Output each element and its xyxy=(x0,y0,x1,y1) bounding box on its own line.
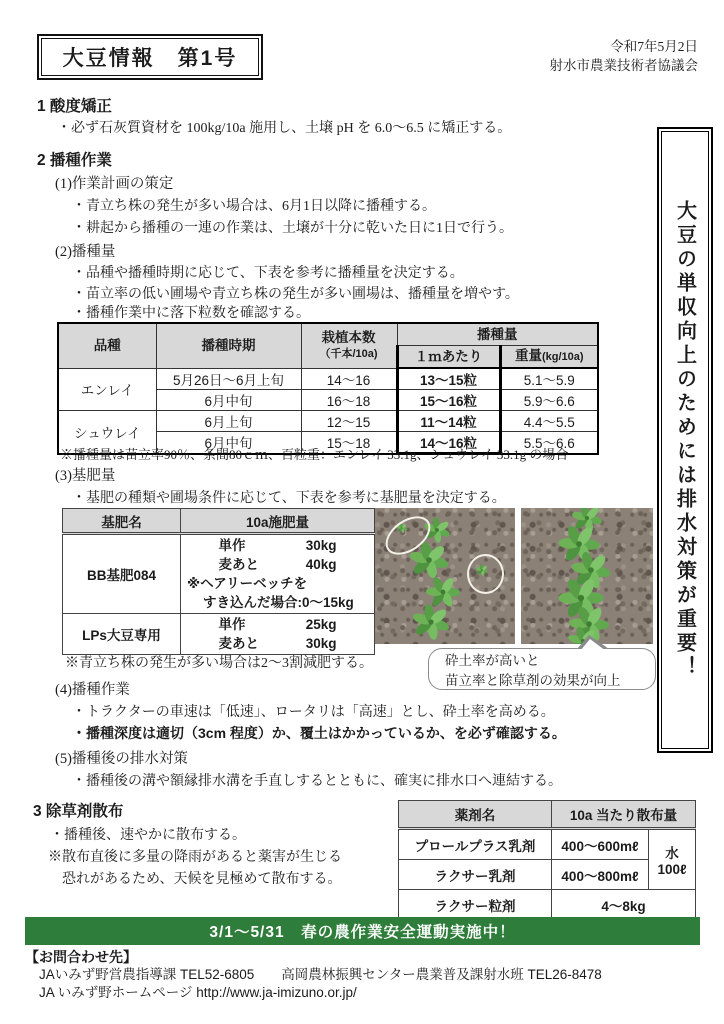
sub2-bullet-2: ・苗立率の低い圃場や青立ち株の発生が多い圃場は、播種量を増やす。 xyxy=(72,287,519,302)
safety-campaign-banner: 3/1～5/31 春の農作業安全運動実施中！ xyxy=(25,917,700,945)
fertilizer-table-header xyxy=(63,509,375,534)
sub1-bullet-2: ・耕起から播種の一連の作業は、土壌が十分に乾いた日に1日で行う。 xyxy=(72,221,513,236)
sub4-bullet-1: ・トラクターの車速は「低速」、ロータリは「高速」とし、砕土率を高める。 xyxy=(72,705,555,720)
section-1-heading: 1 酸度矯正 xyxy=(37,98,112,115)
col-period: 播種時期 xyxy=(156,323,301,368)
col-amount-group: 播種量 xyxy=(397,323,598,346)
callout-line-1: 砕土率が高いと xyxy=(445,653,540,668)
side-banner-inner xyxy=(661,131,709,749)
section-2-heading: 2 播種作業 xyxy=(37,152,112,169)
soybean-seedlings-photo-left xyxy=(375,508,515,644)
contact-heading: 【お問合わせ先】 xyxy=(25,949,137,965)
fertilizer-table xyxy=(62,508,375,655)
table-row: 6月中旬 15～18 14～16粒 5.5～6.6 xyxy=(58,432,598,454)
col-fert-name: 基肥名 xyxy=(63,509,181,534)
table-row: BB基肥084 単作 30kg 麦あと 40kg ※ヘアリーベッチを すき込んだ場合:0～15kg xyxy=(63,534,375,614)
sub3-heading: (3)基肥量 xyxy=(55,468,116,484)
sub1-heading: (1)作業計画の策定 xyxy=(55,176,174,192)
sub1-bullet-1: ・青立ち株の発生が多い場合は、6月1日以降に播種する。 xyxy=(72,199,436,214)
col-weight: 重量(kg/10a) xyxy=(500,346,598,369)
photo-callout-bubble xyxy=(428,648,656,690)
water-cell: 水 100ℓ xyxy=(649,829,696,890)
table-row: プロールプラス乳剤 400～600mℓ 水 100ℓ xyxy=(399,829,696,860)
col-variety: 品種 xyxy=(58,323,156,368)
herbicide-table-header xyxy=(399,801,696,829)
seeding-table xyxy=(57,322,599,455)
table-row: LPs大豆専用 単作 25kg 麦あと 30kg xyxy=(63,614,375,655)
side-banner-text: 大豆の単収向上のためには排水対策が重要！ xyxy=(673,200,696,680)
table-row: ラクサー粒剤 4～8kg xyxy=(399,890,696,920)
contact-line-2: JA いみず野ホームページ http://www.ja-imizuno.or.jp/ xyxy=(39,985,357,1000)
col-plants: 栽植本数 （千本/10a) xyxy=(301,323,397,368)
organization-name: 射水市農業技術者協議会 xyxy=(549,58,698,73)
fertilizer-note: ※青立ち株の発生が多い場合は2～3割減肥する。 xyxy=(65,656,373,671)
herbicide-table xyxy=(398,800,696,920)
col-fert-amount: 10a施肥量 xyxy=(181,509,375,534)
contact-footer xyxy=(25,948,602,1002)
soybean-seedlings-photo-right xyxy=(521,508,653,644)
side-banner-box xyxy=(657,127,713,753)
title-box xyxy=(37,34,263,80)
seedling-plants-illustration xyxy=(521,508,653,644)
sub5-heading: (5)播種後の排水対策 xyxy=(55,751,188,767)
sub5-bullet-1: ・播種後の溝や額縁排水溝を手直しするとともに、確実に排水口へ連結する。 xyxy=(72,774,562,789)
sub2-bullet-3: ・播種作業中に落下粒数を確認する。 xyxy=(72,306,310,321)
callout-line-2: 苗立率と除草剤の効果が向上 xyxy=(445,673,621,688)
section-3-bullet-2: ※散布直後に多量の降雨があると薬害が生じる xyxy=(48,850,342,865)
annotation-circle xyxy=(467,554,504,594)
issue-date: 令和7年5月2日 xyxy=(610,39,698,54)
section-1-bullet: ・必ず石灰質資材を 100kg/10a 施用し、土壌 pH を 6.0～6.5 に矯正する。 xyxy=(57,121,512,136)
sub2-heading: (2)播種量 xyxy=(55,244,116,260)
seeding-table-note: ※播種量は苗立率90％、条間80ｃｍ、百粒重：エンレイ 33.1g、シュウレイ 33.1g の場合 xyxy=(60,447,569,462)
col-agent-name: 薬剤名 xyxy=(399,801,552,829)
section-3-heading: 3 除草剤散布 xyxy=(33,803,124,820)
page-title: 大豆情報 第1号 xyxy=(41,38,259,76)
contact-line-1: JAいみず野営農指導課 TEL52-6805 高岡農林振興センター農業普及課射水班 TEL26-8478 xyxy=(39,967,602,982)
table-row: 6月中旬 16～18 15～16粒 5.9～6.6 xyxy=(58,390,598,411)
sub3-bullet-1: ・基肥の種類や圃場条件に応じて、下表を参考に基肥量を決定する。 xyxy=(72,491,506,506)
section-3-bullet-1: ・播種後、速やかに散布する。 xyxy=(50,828,246,843)
sub2-bullet-1: ・品種や播種時期に応じて、下表を参考に播種量を決定する。 xyxy=(72,266,464,281)
table-row: エンレイ 5月26日～6月上旬 14～16 13～15粒 5.1～5.9 xyxy=(58,368,598,390)
sub4-heading: (4)播種作業 xyxy=(55,682,130,698)
seeding-table-header-row-1 xyxy=(58,323,598,346)
col-per-meter: １ｍあたり xyxy=(397,346,500,369)
table-row: ラクサー乳剤 400～800mℓ xyxy=(399,860,696,890)
col-application-amount: 10a 当たり散布量 xyxy=(552,801,696,829)
sub4-bullet-2-bold: ・播種深度は適切（3cm 程度）か、覆土はかかっているか、を必ず確認する。 xyxy=(72,725,566,741)
table-row: シュウレイ 6月上旬 12～15 11～14粒 4.4～5.5 xyxy=(58,411,598,432)
section-3-bullet-2-cont: 恐れがあるため、天候を見極めて散布する。 xyxy=(62,872,342,887)
header-date-block xyxy=(550,37,699,75)
